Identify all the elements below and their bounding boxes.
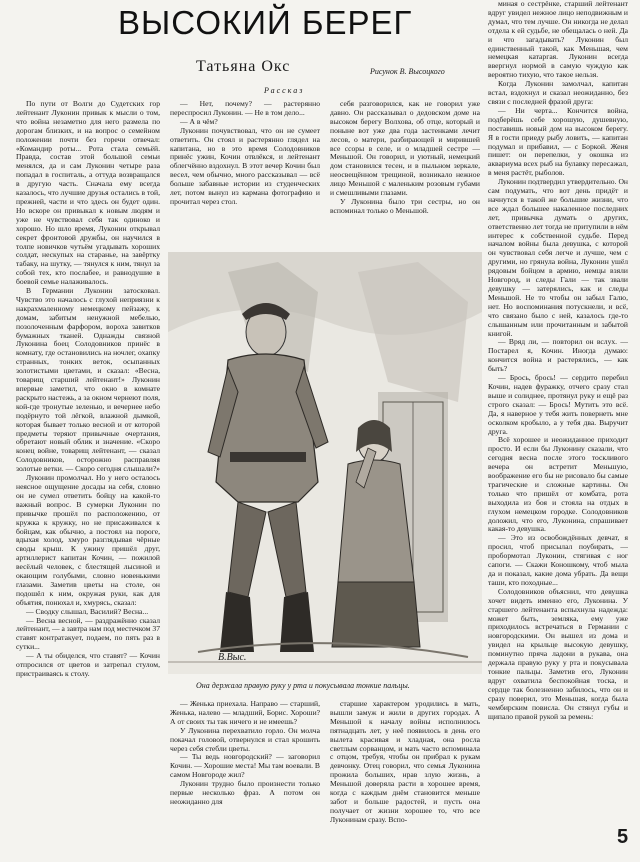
story-title: ВЫСОКИЙ БЕРЕГ xyxy=(118,4,413,41)
paragraph: В Германии Луконин затосковал. Чувство это началось с глухой неприязни к накрахмаленному немецкому пейзажу, к домам, забитым ненужной мебелью, позолоченным фарфором, вороха завитков бумажных тканей. Однажды связной Луконина боец Солодовников принёс в комнату, где остановились на ночлег, охапку странных, тонких веток, осыпанных золотистыми цветами, и сказал: «Весна, товарищ старший лейтенант!» Луконин впервые заметил, что окно в комнате раскрыто настежь, а за окном чернеют поля, кой-где тронутые зеленью, и вечернее небо подёрнуто той лёгкой, влажной дымкой, которая бывает только весной и от которой предметы теряют привычные очертания, обретают новый облик и значение. «Скоро конец войне, товарищ лейтенант, — сказал Солодовников, осторожно расправляя золотые ветки. — Скоро сегодня слышали?» xyxy=(16,286,160,474)
artist-signature: В.Выс. xyxy=(218,652,247,663)
paragraph: — А в чём? xyxy=(180,116,218,126)
paragraph: Всё хорошее и неожиданное приходит просто. И если бы Луконину сказали, что сегодня весна после этого тоскливого вечера он встретит Меньшую, воображение его бы не рисовало бы самые трагические и сложные картины. Он только что пришёл от комбата, рота выходила из боя и стояла на отдых в глухом немецком городке. Солодовников доложил, что его, Луконина, спрашивает какая-то девушка. xyxy=(488,435,628,534)
paragraph: — Брось, брось! — сердито перебил Кочин, надев фуражку, отчего сразу стал выше и солиднее, протянул руку и ещё раз строго сказал: — Брось! Мутить это всё. Да, я наверное у тебя жить повернеть мне осколком кробыло, а у тебя два. Выручит друга. xyxy=(488,373,628,436)
paragraph: миная о сестрёнке, старший лейтенант вдруг увидел нежное лицо неподвижным и думал, что тем лучше. Он никогда не делал отдела к ей судьбе, не обещалась о ней. Да и что загадывать? Луконин был единственный такой, как Меньшая, чем немецкая катаргая. Луконин всегда ввергнул нормой в самую чуждую как вероятно тихую, что такое нельзя. xyxy=(488,0,628,80)
text-column-3-bottom xyxy=(330,700,480,852)
paragraph: У Луконина было три сестры, но он вспоминал только о Меньшой. xyxy=(330,196,480,215)
paragraph: — Весна весной, — раздражённо сказал лейтенант, — а завтра нам под местечком 37 ставят контратакует, подаем, по пять раз в сутки... xyxy=(16,615,160,652)
paragraph: — Нет, почему? — растерянно переспросил Луконин. — Не в том дело... xyxy=(170,100,320,117)
paragraph: — Ни черта... Кончится война, подберёшь себе хорошую, душевную, поставишь новый дом на высоком берегу. Я в гости приеду рыбу ловить, — капитан подумал и прибавил, — с Боркой. Женя пишет: он перепелки, у окошка из аквариума всех рыб на булавку пересажал, в меня растёт, рыболов. xyxy=(488,105,628,178)
paragraph: — Это из освобождённых девчат, я просил, чтоб присылал поубирать, — пробормотал Луконин, стягивая с ног сапоги. — Скажи Коношкому, чтоб мыла да и показал, какие дома убрать. Да вещи таши, кто походные... xyxy=(488,533,628,587)
soldier-illustration xyxy=(168,252,482,674)
author-name: Татьяна Окс xyxy=(196,58,291,75)
paragraph: — Женька приехала. Направо — старший, Женька, налево — младший, Борис. Хороши? А от своих ты так ничего и не имеешь? xyxy=(170,700,320,726)
paragraph: старшие характером уродились в мать, вышли замуж и жили в других городах. А Меньшой к началу войны исполнилось пятнадцать лет, у неё появилось в день его вылета красивая и хладная, она росла светлым сорванцом, и мать часто вспоминала с отцом, требуя, чтобы он прибрал к рукам девчонку. Отец говорил, что семья Луконина прожила больших, нрав злую жизнь, а Меньшой доверяла расти в хорошее время, когда с каждым днём становится меньше забот и больше радостей, и пусть она получает от жизни хорошее то, что все Луконинам сразу. Вспо- xyxy=(330,700,480,824)
text-column-2-bottom xyxy=(170,700,320,852)
paragraph: Луконин промолчал. Но у него осталось неясное ощущение досады на себя, словно он не сумел ответить бойцу на какой-то важный вопрос. В сумерки Луконин по привычке прошёл по расположению, от кружка к кружку, но не присаживался к бойцам, как обычно, а постоял на пороге, вдыхая холод, хмуро разглядывая чёрные своды крыш. К ужину пришёл друг, артиллерист капитан Кочин, — пожилой весёлый человек, с блестящей лысиной и окающим голубыми, словно новенькими глазами. Заметив цветы на столе, он подошёл к ним, окружая руки, как для объятия, понюхал и, хмурясь, сказал: xyxy=(16,473,160,607)
paragraph: Луконин подтвердил утвердительно. Он сам подумать, что вот день придёт и начнутся в такой же большие жизни, что все ждал большее накаленное последних лет, привычка думать о других, ответственно лет тогда не притупили в нём интерес к собственной судьбе. Перед началом войны была девушка, с которой он чувствовал себя легче и лучше, чем с другими, но грянула война, Луконин ушёл рядовым бойцом в армию, немцы взяли Новгород, и следы Гали — так звали девушку — затерялись, как и следы Меньшой. Не то чтобы он забыл Галю, нет. Но воспоминания потускнели, и всё, что связано было с ней, казалось где-то слышанным или прочитанным и забытой книгой. xyxy=(488,177,628,338)
paragraph: — Вряд ли, — повторил он вслух. — Постарел я, Кочин. Иногда думаю: кончится война и растерялись, — как быть? xyxy=(488,337,628,374)
paragraph: По пути от Волги до Судетских гор лейтенант Луконин привык к мысли о том, что война незаметно для него размела по дорогам близких, и на вопрос о семейном положении почти без горечи отвечал: «Командир роты... Рота стала семьёй. Правда, состав этой большой семьи менялся, да и сам Луконин четыре раза попадал в госпиталь, а оттуда возвращался в другую часть. Сначала ему всегда казалось, что лучшие друзья остались в той, прежней, части и что здесь он будет один. Но вскоре он привыкал к новым людям и уже не чувствовал себя так одиноко и хорошо. Но шло время, Луконин открывал секрет фронтовой дружбы, он научился в толпе новичков чутьём угадывать хороших солдат, нескупых на старанье, на завёртку табаку, на шутку, — тянулся к ним, тянул за собой тех, кто послабее, и равнодушие в боевой семье налаживалось. xyxy=(16,100,160,287)
illustration-credit: Рисунок В. Высоцкого xyxy=(370,67,445,76)
page-number: 5 xyxy=(617,826,629,848)
illustration-caption: Она держала правую руку у рта и покусывала тонкие пальцы. xyxy=(196,681,410,690)
paragraph: — Сводку слышал, Василий? Весна... xyxy=(26,606,149,616)
paragraph: себя разговорился, как не говорил уже давно. Он рассказывал о дедовском доме на высоком берегу Волхова, об отце, который и поныне вот уже два года застенками лечит лесов, о матери, разбирающей и мирившей все ссоры в селе, и о младшей сестре — Меньшой. Он говорил, и уютный, немецкий дом становился тесен, и в пыльном зеркале, неосвещённом трещиной, возникало нежное лицо Меньшой с маленьким розовым губами и смешливыми глазами. xyxy=(330,100,480,198)
paragraph: Луконин трудно было произнести только первые несколько фраз. А потом он неожиданно для xyxy=(170,779,320,806)
paragraph: Луконин почувствовал, что он не сумеет ответить. Он стоял и растерянно глядел на капитана, но в это время Солодовников принёс ужин, Кочин отвлёкся, и лейтенант облегчённо вздохнул. В этот вечер Кочин был весел, чем обычно, много рассказывал — всё больше забавные истории из студенческих лет, потом вынул из кармана фотографию и прочитал через стол. xyxy=(170,125,320,206)
paragraph: Когда Луконин замолчал, капитан встал, вздохнул и сказал неожиданно, без связи с последней фразой друга: xyxy=(488,79,628,106)
text-column-2-top xyxy=(170,100,320,250)
paragraph: У Луконина перехватило горло. Он молча покачал головой, отвернулся и стал крошить через себя стебли цветы. xyxy=(170,725,320,753)
text-column-1 xyxy=(16,100,160,852)
paragraph: — Ты ведь новгородский? — заговорил Кочин. — Хорошие места! Мы там воевали. В самом Новгороде жил? xyxy=(170,752,320,780)
genre-label: Рассказ xyxy=(264,86,305,95)
paragraph: Солодовников объяснил, что девушка хочет видеть именно его, Луконина. У старшего лейтенанта вспыхнула надежда: может быть, земляка, ему уже приходилось встречаться в Германии с новгородскими. Он вышел из дома и увидел на крыльце высокую девушку, поминутно пряча ладони в рукава, она держала правую руку у рта и покусывала тонкие пальцы. Заметив его, Луконин вдруг охватила беспокойная тоска, и сердце так болезненно забилось, что он и сразу поверил, это Меньшая, когда была чембирским повисла. Он стянул губы и щипало правой рукой за ремень: xyxy=(488,586,628,721)
text-column-4 xyxy=(488,0,628,852)
paragraph: — А ты обиделся, что ставят? — Кочин отпросился от цветов и затрепал стулом, пристраиваясь к столу. xyxy=(16,651,160,678)
text-column-3-top xyxy=(330,100,480,250)
